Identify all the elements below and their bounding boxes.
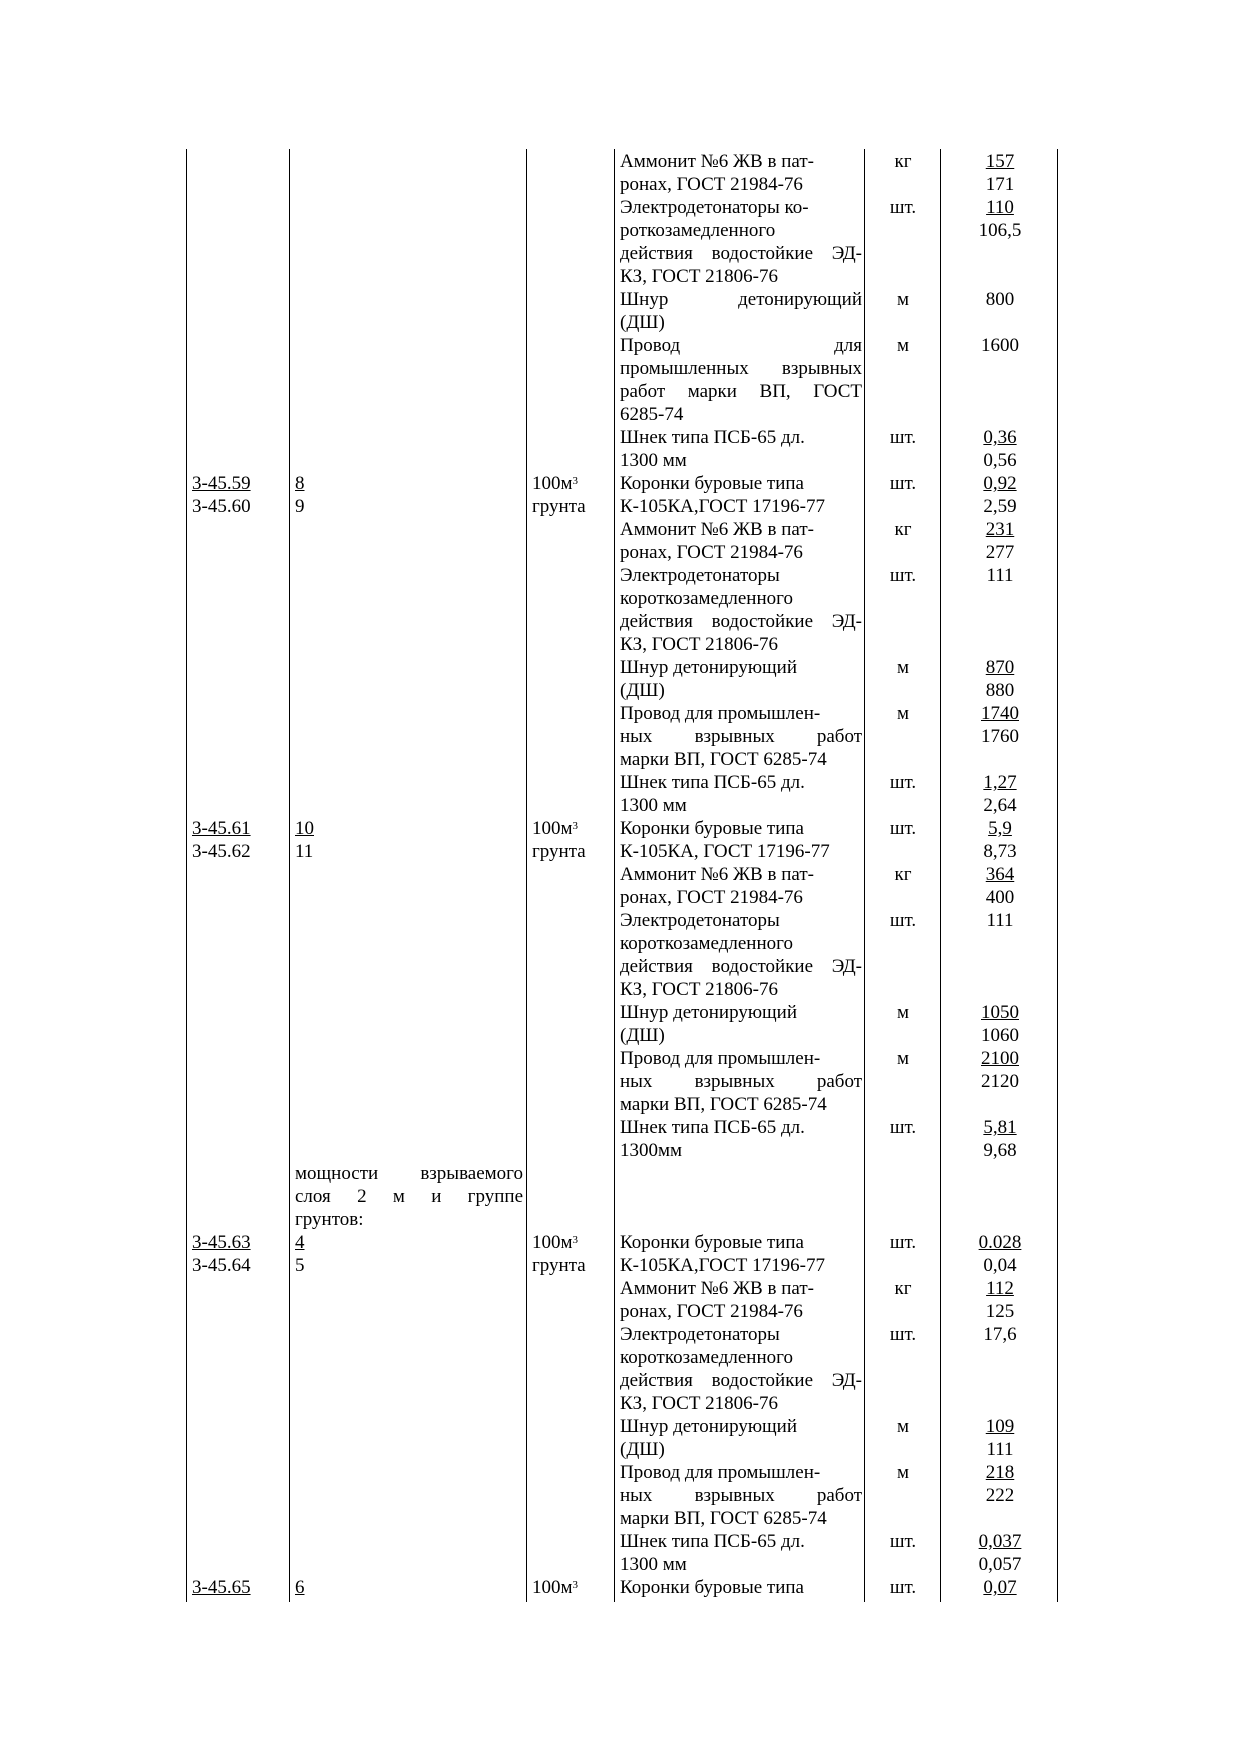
norm-code: 3-45.59 3-45.60: [192, 473, 251, 517]
resource-unit: шт.: [889, 1117, 917, 1138]
column-divider-unit: [940, 149, 941, 1602]
resource-quantity: 110 106,5: [978, 197, 1022, 241]
resource-description: Электродетонаторы короткозамедленного действия водостойкие ЭД- КЗ, ГОСТ 21806-76: [620, 565, 862, 655]
resource-description: Шнур детонирующий (ДШ): [620, 1416, 797, 1460]
norm-code: 3-45.61 3-45.62: [192, 818, 251, 862]
resource-unit: шт.: [889, 818, 917, 839]
resource-unit: м: [896, 335, 910, 356]
resource-unit: м: [896, 1416, 910, 1437]
resource-description: Коронки буровые типа К-105КА, ГОСТ 17196-77: [620, 818, 830, 862]
resource-quantity: 364 400: [985, 864, 1015, 908]
column-divider-measure: [614, 149, 615, 1602]
resource-unit: шт.: [889, 910, 917, 931]
resource-quantity: 0,92 2,59: [983, 473, 1017, 517]
resource-unit: м: [896, 1462, 910, 1483]
resource-unit: кг: [894, 864, 912, 885]
column-divider-code: [289, 149, 290, 1602]
resource-quantity: 1050 1060: [981, 1002, 1019, 1046]
resource-unit: м: [896, 1002, 910, 1023]
resource-unit: шт.: [889, 1232, 917, 1253]
norm-parameter: 6: [295, 1577, 305, 1598]
norm-code: 3-45.63 3-45.64: [192, 1232, 251, 1276]
resource-description: Аммонит №6 ЖВ в пат- ронах, ГОСТ 21984-76: [620, 151, 814, 195]
resource-description: Аммонит №6 ЖВ в пат- ронах, ГОСТ 21984-76: [620, 519, 814, 563]
resource-quantity: 0,36 0,56: [983, 427, 1017, 471]
resource-unit: кг: [894, 1278, 912, 1299]
resource-description: Аммонит №6 ЖВ в пат- ронах, ГОСТ 21984-76: [620, 1278, 814, 1322]
resource-description: Провод для промышлен- ных взрывных работ марки ВП, ГОСТ 6285-74: [620, 1462, 862, 1529]
resource-unit: кг: [894, 151, 912, 172]
resource-quantity: 111: [986, 910, 1014, 931]
norm-parameter: 4 5: [295, 1232, 305, 1276]
resource-description: Коронки буровые типа: [620, 1577, 804, 1598]
resource-unit: шт.: [889, 1577, 917, 1598]
resource-description: Коронки буровые типа К-105КА,ГОСТ 17196-77: [620, 1232, 825, 1276]
resource-description: Электродетонаторы ко- роткозамедленного действия водостойкие ЭД- КЗ, ГОСТ 21806-76: [620, 197, 862, 287]
resource-quantity: 0.028 0,04: [978, 1232, 1022, 1276]
resource-quantity: 0,037 0,057: [978, 1531, 1022, 1575]
table-border-left: [186, 149, 187, 1602]
section-heading: мощности взрываемого слоя 2 м и группе грунтов:: [295, 1163, 523, 1230]
measure-unit: $100м^3$ грунта: [532, 473, 586, 517]
resource-description: Электродетонаторы короткозамедленного действия водостойкие ЭД- КЗ, ГОСТ 21806-76: [620, 1324, 862, 1414]
resource-unit: м: [896, 703, 910, 724]
resource-quantity: 157 171: [985, 151, 1015, 195]
resource-quantity: 1740 1760: [981, 703, 1019, 747]
resource-quantity: 218 222: [985, 1462, 1015, 1506]
resource-unit: шт.: [889, 1324, 917, 1345]
resource-description: Шнек типа ПСБ-65 дл. 1300 мм: [620, 772, 805, 816]
norm-parameter: 10 11: [295, 818, 314, 862]
resource-quantity: 231 277: [985, 519, 1015, 563]
resource-quantity: 0,07: [983, 1577, 1017, 1598]
norm-code: 3-45.65: [192, 1577, 251, 1598]
resource-quantity: 870 880: [985, 657, 1015, 701]
resource-quantity: 2100 2120: [981, 1048, 1019, 1092]
resource-quantity: 5,81 9,68: [983, 1117, 1017, 1161]
resource-unit: м: [896, 1048, 910, 1069]
resource-unit: шт.: [889, 565, 917, 586]
norm-parameter: 8 9: [295, 473, 305, 517]
resource-unit: шт.: [889, 427, 917, 448]
resource-description: Шнур детонирующий (ДШ): [620, 1002, 797, 1046]
resource-quantity: 1600: [981, 335, 1019, 356]
resource-description: Шнек типа ПСБ-65 дл. 1300 мм: [620, 1531, 805, 1575]
resource-quantity: 109 111: [985, 1416, 1015, 1460]
measure-unit: $100м^3$ грунта: [532, 818, 586, 862]
column-divider-name: [526, 149, 527, 1602]
resource-description: Шнек типа ПСБ-65 дл. 1300 мм: [620, 427, 805, 471]
resource-description: Коронки буровые типа К-105КА,ГОСТ 17196-77: [620, 473, 825, 517]
resource-description: Электродетонаторы короткозамедленного действия водостойкие ЭД- КЗ, ГОСТ 21806-76: [620, 910, 862, 1000]
resource-unit: м: [896, 289, 910, 310]
resource-description: Провод для промышлен- ных взрывных работ марки ВП, ГОСТ 6285-74: [620, 703, 862, 770]
resource-quantity: 5,9 8,73: [983, 818, 1017, 862]
measure-unit: $100м^3$ грунта: [532, 1232, 586, 1276]
measure-unit: $100м^3$: [532, 1577, 579, 1598]
resource-description: Шнур детонирующий (ДШ): [620, 657, 797, 701]
resource-description: Провод для промышлен- ных взрывных работ марки ВП, ГОСТ 6285-74: [620, 1048, 862, 1115]
resource-unit: кг: [894, 519, 912, 540]
resource-quantity: 111: [986, 565, 1014, 586]
resource-unit: шт.: [889, 473, 917, 494]
resource-unit: шт.: [889, 772, 917, 793]
resource-description: Провод для промышленных взрывных работ марки ВП, ГОСТ 6285-74: [620, 335, 862, 425]
resource-quantity: 800: [985, 289, 1015, 310]
resource-description: Шнур детонирующий (ДШ): [620, 289, 862, 333]
resource-unit: шт.: [889, 1531, 917, 1552]
resource-quantity: 112 125: [985, 1278, 1015, 1322]
resource-quantity: 17,6: [983, 1324, 1017, 1345]
resource-description: Аммонит №6 ЖВ в пат- ронах, ГОСТ 21984-76: [620, 864, 814, 908]
resource-quantity: 1,27 2,64: [983, 772, 1017, 816]
resource-unit: м: [896, 657, 910, 678]
resource-unit: шт.: [889, 197, 917, 218]
column-divider-resource: [864, 149, 865, 1602]
resource-description: Шнек типа ПСБ-65 дл. 1300мм: [620, 1117, 805, 1161]
